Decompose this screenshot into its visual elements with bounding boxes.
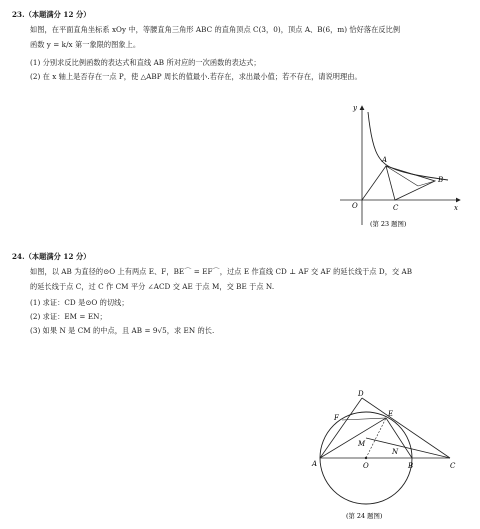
q24-line-1: 如图，以 AB 为直径的⊙O 上有两点 E、F，BE⌒ = EF⌒，过点 E 作直线 CD ⊥ AF 交 AF 的延长线于点 D，交 AB bbox=[30, 267, 413, 276]
q23-header: 23.（本题满分 12 分） bbox=[12, 10, 91, 19]
q23-part-2: (2) 在 x 轴上是否存在一点 P，使 △ABP 周长的值最小.若存在，求出最小值；若不存在，请说明理由。 bbox=[30, 72, 362, 81]
label-o: O bbox=[352, 202, 358, 210]
chord-fe bbox=[342, 418, 386, 420]
label-m: M bbox=[358, 440, 366, 448]
q23-line-1: 如图，在平面直角坐标系 xOy 中，等腰直角三角形 ABC 的直角顶点 C(3，0)，顶点 A、B(6，m) 恰好落在反比例 bbox=[30, 25, 401, 34]
center-dot bbox=[365, 457, 367, 459]
q23-part-1: (1) 分别求反比例函数的表达式和直线 AB 所对应的一次函数的表达式； bbox=[30, 58, 261, 67]
q24-header: 24.（本题满分 12 分） bbox=[12, 252, 91, 261]
q24-caption: (第 24 题图) bbox=[346, 512, 383, 520]
label-e: E bbox=[388, 410, 394, 418]
q24-figure bbox=[310, 388, 470, 524]
q24-line-2: 的延长线于点 C，过 C 作 CM 平分 ∠ACD 交 AE 于点 M，交 BE 于点 N. bbox=[30, 282, 275, 291]
label-o: O bbox=[363, 462, 369, 470]
q24-part-3: (3) 如果 N 是 CM 的中点，且 AB = 9√5，求 EN 的长. bbox=[30, 326, 215, 335]
label-a: A bbox=[382, 156, 388, 164]
label-y: y bbox=[353, 104, 357, 112]
label-f: F bbox=[334, 414, 339, 422]
q23-figure bbox=[330, 100, 470, 240]
line-ad bbox=[320, 398, 362, 458]
hyperbola-curve bbox=[368, 112, 448, 180]
q24-part-2: (2) 求证：EM = EN； bbox=[30, 312, 107, 321]
label-x: x bbox=[454, 204, 458, 212]
q23-caption: (第 23 题图) bbox=[370, 220, 407, 228]
label-b: B bbox=[408, 462, 414, 470]
segment-oa bbox=[362, 166, 386, 200]
q23-line-2: 函数 y = k/x 第一象限的图象上。 bbox=[30, 40, 141, 49]
label-a: A bbox=[312, 460, 318, 468]
label-d: D bbox=[358, 390, 364, 398]
line-cm bbox=[366, 438, 450, 458]
q24-part-1: (1) 求证：CD 是⊙O 的切线； bbox=[30, 298, 129, 307]
label-c: C bbox=[393, 204, 399, 212]
label-n: N bbox=[392, 448, 399, 456]
line-eb bbox=[386, 418, 412, 458]
label-c: C bbox=[450, 462, 456, 470]
label-b: B bbox=[438, 176, 444, 184]
